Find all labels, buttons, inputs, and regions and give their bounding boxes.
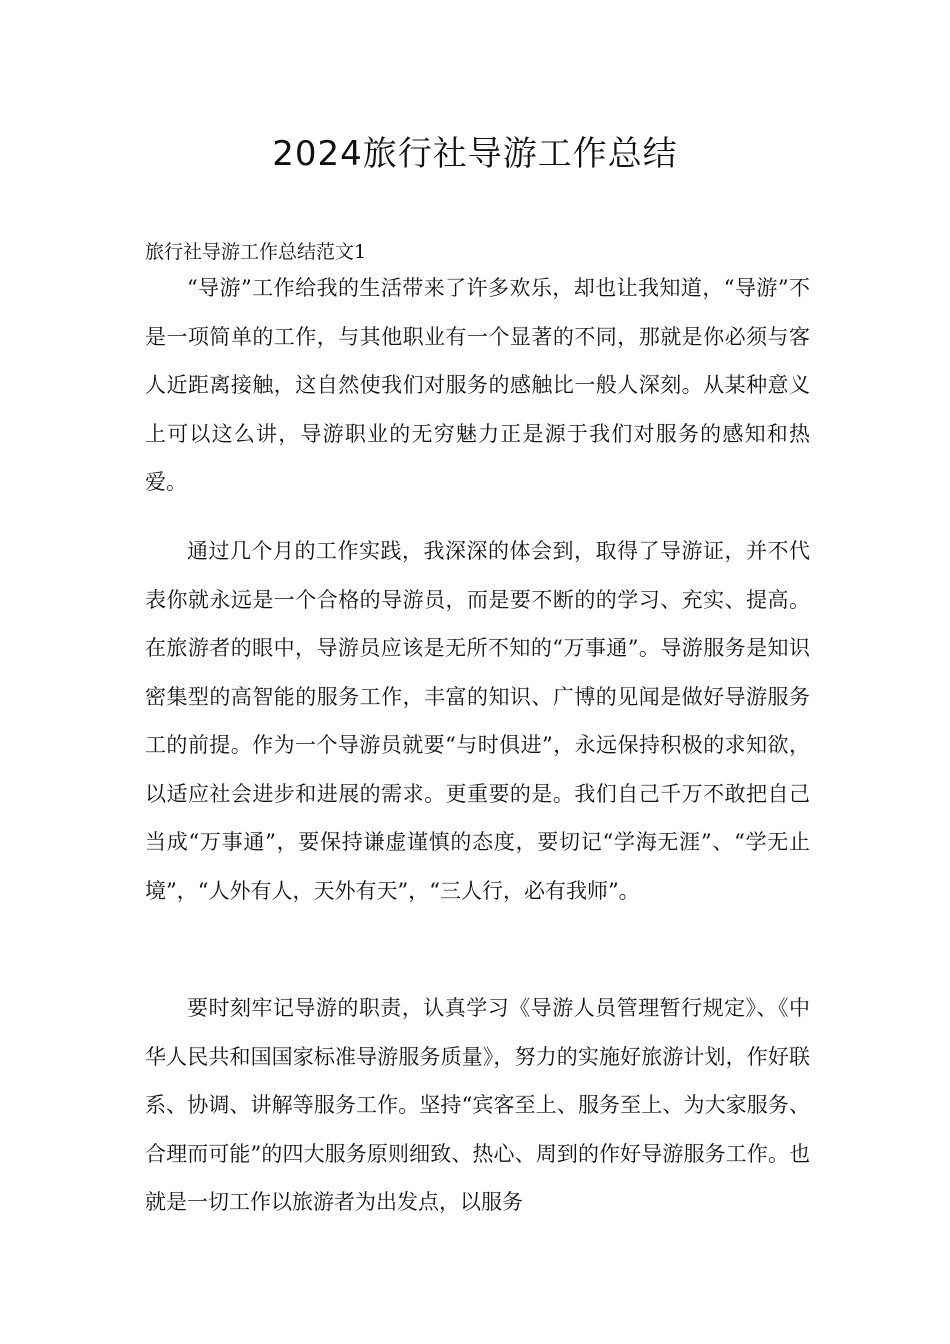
document-subtitle: 旅行社导游工作总结范文1	[145, 241, 367, 263]
paragraph-1: “导游”工作给我的生活带来了许多欢乐，却也让我知道，“导游”不是一项简单的工作，与其他职业有一个显著的不同，那就是你必须与客人近距离接触，这自然使我们对服务的感触比一般人深刻。从某种意义上可以这么讲，导游职业的无穷魅力正是源于我们对服务的感知和热爱。	[145, 276, 810, 494]
document-title: 2024旅行社导游工作总结	[272, 134, 678, 174]
paragraph-2: 通过几个月的工作实践，我深深的体会到，取得了导游证，并不代表你就永远是一个合格的导游员，而是要不断的的学习、充实、提高。在旅游者的眼中，导游员应该是无所不知的“万事通”。导游服务是知识密集型的高智能的服务工作，丰富的知识、广博的见闻是做好导游服务工的前提。作为一个导游员就要“与时俱进”，永远保持积极的求知欲，以适应社会进步和进展的需求。更重要的是。我们自己千万不敢把自己当成“万事通”，要保持谦虚谨慎的态度，要切记“学海无涯”、“学无止境”，“人外有人，天外有天”，“三人行，必有我师”。	[145, 539, 810, 903]
paragraph-3: 要时刻牢记导游的职责，认真学习《导游人员管理暂行规定》、《中华人民共和国国家标准导游服务质量》，努力的实施好旅游计划，作好联系、协调、讲解等服务工作。坚持“宾客至上、服务至上、为大家服务、合理而可能”的四大服务原则细致、热心、周到的作好导游服务工作。也就是一切工作以旅游者为出发点，以服务	[145, 996, 810, 1214]
